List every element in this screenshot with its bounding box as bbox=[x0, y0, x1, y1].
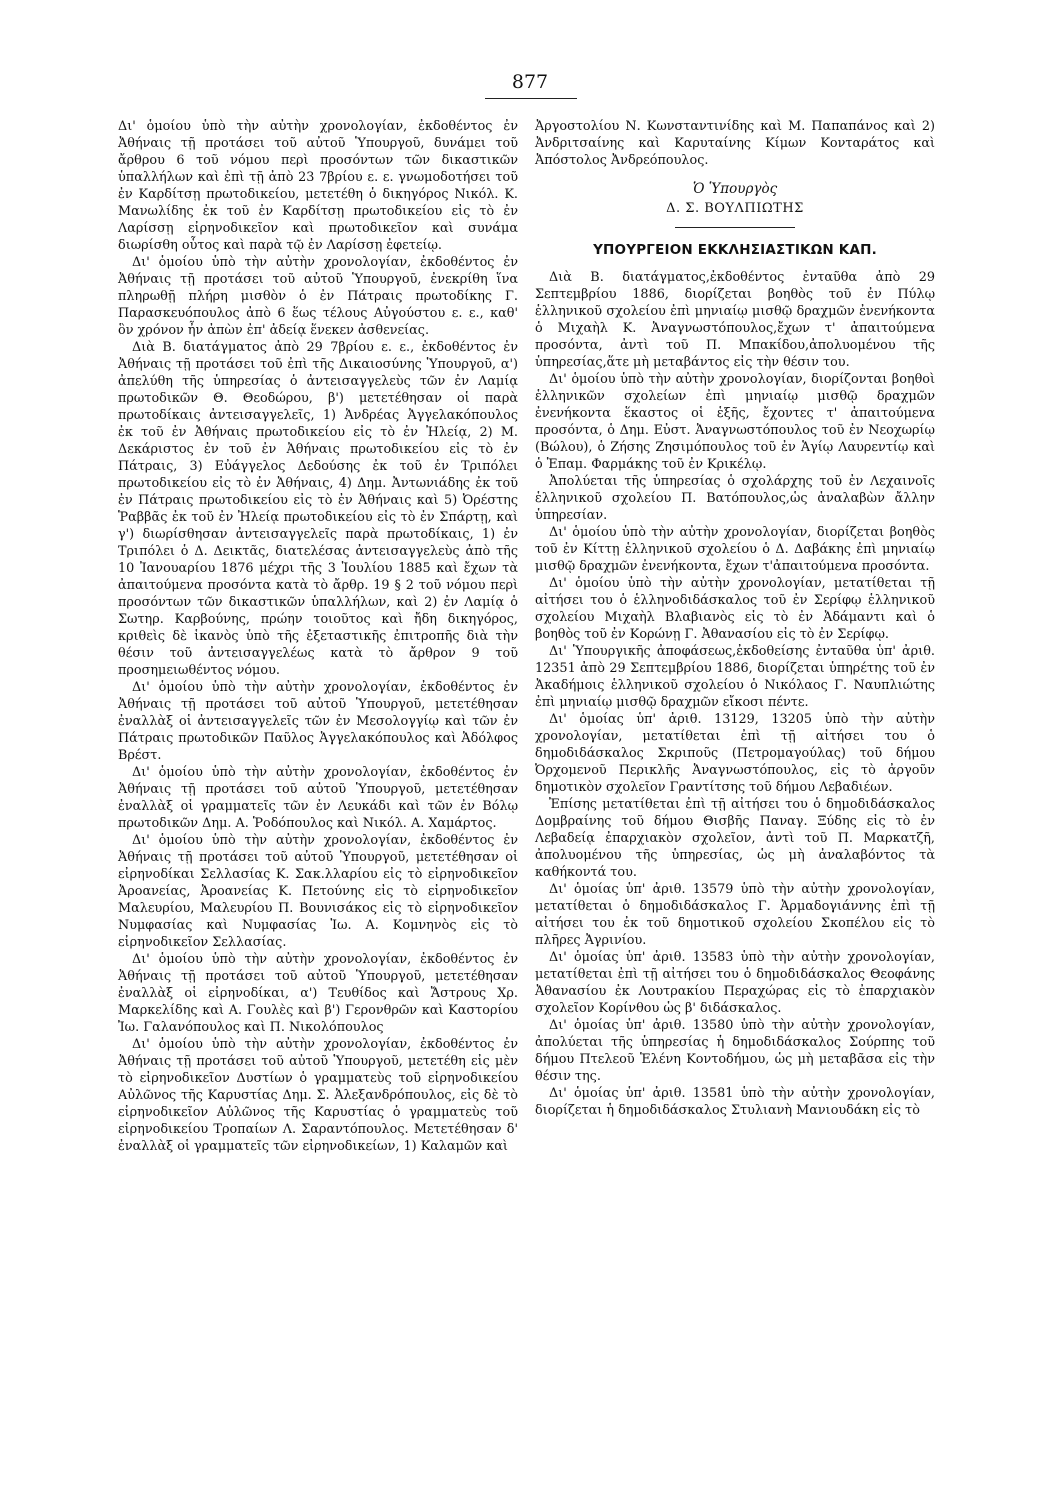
page-number-rule bbox=[485, 98, 577, 99]
right-paragraph: Δι' Ὑπουργικῆς ἀποφάσεως,ἐκδοθείσης ἐνταῦθα ὑπ' ἀριθ. 12351 ἀπὸ 29 Σεπτεμβρίου 1886, διορίζεται ὑπηρέτης τοῦ ἐν Ἀκαδήμοις ἑλληνικοῦ σχολείου ὁ Νικόλαος Γ. Ναυπλιώτης ἐπὶ μηνιαίῳ μισθῷ δραχμῶν εἴκοσι πέντε. bbox=[535, 644, 935, 710]
left-paragraph: Δι' ὁμοίου ὑπὸ τὴν αὐτὴν χρονολογίαν, ἐκδοθέντος ἐν Ἀθήναις τῇ προτάσει τοῦ αὐτοῦ Ὑπουργοῦ, μετετέθησαν οἱ εἰρηνοδίκαι Σελλασίας Κ. Σακ.λλαρίου εἰς τὸ εἰρηνοδικεῖον Ἀροανείας, Ἀροανείας Κ. Πετούνης εἰς τὸ εἰρηνοδικεῖον Μαλευρίου, Μαλευρίου Π. Βουνισάκος εἰς τὸ εἰρηνοδικεῖον Νυμφασίας καὶ Νυμφασίας Ἰω. Α. Κομνηνὸς εἰς τὸ εἰρηνοδικεῖον Σελλασίας. bbox=[118, 833, 518, 950]
right-paragraph: Δι' ὁμοίας ὑπ' ἀριθ. 13129, 13205 ὑπὸ τὴν αὐτὴν χρονολογίαν, μετατίθεται ἐπὶ τῇ αἰτήσει του ὁ δημοδιδάσκαλος Σκριποῦς (Πετρομαγούλας) τοῦ δήμου Ὀρχομενοῦ Περικλῆς Ἀναγνωστόπουλος, εἰς τὸ ἀργοῦν δημοτικὸν σχολεῖον Γραντίτσης τοῦ δήμου Λεβαδιέων. bbox=[535, 712, 935, 795]
section-divider bbox=[675, 227, 795, 228]
left-column bbox=[118, 118, 518, 1155]
right-continuation: Ἀργοστολίου Ν. Κωνσταντινίδης καὶ Μ. Παπαπάνος καὶ 2) Ἀνδριτσαίνης καὶ Καρυταίνης Κίμων Κονταράτος καὶ Ἀπόστολος Ἀνδρεόπουλος. bbox=[535, 119, 935, 168]
right-paragraph: Ἀπολύεται τῆς ὑπηρεσίας ὁ σχολάρχης τοῦ ἐν Λεχαινοῖς ἑλληνικοῦ σχολείου Π. Βατόπουλος,ὡς ἀναλαβὼν ἄλλην ὑπηρεσίαν. bbox=[535, 474, 935, 523]
right-column bbox=[535, 118, 935, 1119]
right-paragraph: Δι' ὁμοίας ὑπ' ἀριθ. 13579 ὑπὸ τὴν αὐτὴν χρονολογίαν, μετατίθεται ὁ δημοδιδάσκαλος Γ. Ἀρμαδογιάννης ἐπὶ τῇ αἰτήσει του ἐκ τοῦ δημοτικοῦ σχολείου Σκοπέλου εἰς τὸ πλῆρες Ἀγρινίου. bbox=[535, 882, 935, 948]
right-paragraph: Ἐπίσης μετατίθεται ἐπὶ τῇ αἰτήσει του ὁ δημοδιδάσκαλος Δομβραίνης τοῦ δήμου Θισβῆς Παναγ. Ξύδης εἰς τὸ ἐν Λεβαδείᾳ ἐπαρχιακὸν σχολεῖον, ἀντὶ τοῦ Π. Μαρκατζῆ, ἀπολυομένου τῆς ὑπηρεσίας, ὡς μὴ ἀναλαβόντος τὰ καθήκοντά του. bbox=[535, 797, 935, 880]
left-paragraph: Δι' ὁμοίου ὑπὸ τὴν αὐτὴν χρονολογίαν, ἐκδοθέντος ἐν Ἀθήναις τῇ προτάσει τοῦ αὐτοῦ Ὑπουργοῦ, μετετέθησαν ἐναλλὰξ οἱ γραμματεῖς τῶν ἐν Λευκάδι καὶ τῶν ἐν Βόλῳ πρωτοδικῶν Δημ. Α. Ῥοδόπουλος καὶ Νικόλ. Α. Χαμάρτος. bbox=[118, 765, 518, 831]
left-paragraph: Διὰ Β. διατάγματος ἀπὸ 29 7βρίου ε. ε., ἐκδοθέντος ἐν Ἀθήναις τῇ προτάσει τοῦ ἐπὶ τῆς Δικαιοσύνης Ὑπουργοῦ, α') ἀπελύθη τῆς ὑπηρεσίας ὁ ἀντεισαγγελεὺς τῶν ἐν Λαμίᾳ πρωτοδικῶν Θ. Θεοδώρου, β') μετετέθησαν οἱ παρὰ πρωτοδίκαις ἀντεισαγγελεῖς, 1) Ἀνδρέας Ἀγγελακόπουλος ἐκ τοῦ ἐν Ἀθήναις πρωτοδικείου εἰς τὸ ἐν Ἠλείᾳ, 2) Μ. Δεκάριστος ἐν τοῦ ἐν Ἀθήναις πρωτοδικείου εἰς τὸ ἐν Πάτραις, 3) Εὐάγγελος Δεδούσης ἐκ τοῦ ἐν Τριπόλει πρωτοδικείου εἰς τὸ ἐν Ἀθήναις, 4) Δημ. Ἀντωνιάδης ἐκ τοῦ ἐν Πάτραις πρωτοδικείου εἰς τὸ ἐν Ἀθήναις καὶ 5) Ὀρέστης Ῥαββᾶς ἐκ τοῦ ἐν Ἠλείᾳ πρωτοδικείου εἰς τὸ ἐν Σπάρτῃ, καὶ γ') διωρίσθησαν ἀντεισαγγελεῖς παρὰ πρωτοδίκαις, 1) ἐν Τριπόλει ὁ Δ. Δεικτᾶς, διατελέσας ἀντεισαγγελεὺς ἀπὸ τῆς 10 Ἰανουαρίου 1876 μέχρι τῆς 3 Ἰουλίου 1885 καὶ ἔχων τὰ ἀπαιτούμενα προσόντα κατὰ τὸ ἄρθρ. 19 § 2 τοῦ νόμου περὶ προσόντων τῶν δικαστικῶν ὑπαλλήλων, καὶ 2) ἐν Λαμίᾳ ὁ Σωτηρ. Καρβούνης, πρώην τοιοῦτος καὶ ἤδη δικηγόρος, κριθεὶς δὲ ἱκανὸς ὑπὸ τῆς ἐξεταστικῆς ἐπιτροπῆς διὰ τὴν θέσιν τοῦ ἀντεισαγγελέως κατὰ τὸ ἄρθρον 9 τοῦ προσημειωθέντος νόμου. bbox=[118, 340, 518, 678]
right-paragraph: Δι' ὁμοίου ὑπὸ τὴν αὐτὴν χρονολογίαν, μετατίθεται τῇ αἰτήσει του ὁ ἑλληνοδιδάσκαλος τοῦ ἐν Σερίφῳ ἑλληνικοῦ σχολείου Μιχαὴλ Βλαβιανὸς εἰς τὸ ἐν Ἀδάμαντι καὶ ὁ βοηθὸς τοῦ ἐν Κορώνῃ Γ. Ἀθανασίου εἰς τὸ ἐν Σερίφῳ. bbox=[535, 576, 935, 642]
section-heading: ΥΠΟΥΡΓΕΙΟΝ ΕΚΚΛΗΣΙΑΣΤΙΚΩΝ ΚΑΠ. bbox=[593, 242, 877, 258]
right-paragraph: Διὰ Β. διατάγματος,ἐκδοθέντος ἐνταῦθα ἀπὸ 29 Σεπτεμβρίου 1886, διορίζεται βοηθὸς τοῦ ἐν Πύλῳ ἑλληνικοῦ σχολείου ἐπὶ μηνιαίῳ μισθῷ δραχμῶν ἐνενήκοντα ὁ Μιχαὴλ Κ. Ἀναγνωστόπουλος,ἔχων τ' ἀπαιτούμενα προσόντα, ἀντὶ τοῦ Π. Μπακίδου,ἀπολυομένου τῆς ὑπηρεσίας,ἅτε μὴ μεταβάντος εἰς τὴν θέσιν του. bbox=[535, 270, 935, 370]
signature-role: Ὁ Ὑπουργὸς bbox=[692, 181, 778, 197]
right-paragraph: Δι' ὁμοίου ὑπὸ τὴν αὐτὴν χρονολογίαν, διορίζονται βοηθοὶ ἑλληνικῶν σχολείων ἐπὶ μηνιαίῳ μισθῷ δραχμῶν ἐνενήκοντα ἕκαστος οἱ ἑξῆς, ἔχοντες τ' ἀπαιτούμενα προσόντα, ὁ Δημ. Εὐστ. Ἀναγνωστόπουλος τοῦ ἐν Νεοχωρίῳ (Βώλου), ὁ Ζήσης Ζησιμόπουλος τοῦ ἐν Ἁγίῳ Λαυρεντίῳ καὶ ὁ Ἐπαμ. Φαρμάκης τοῦ ἐν Κρικέλῳ. bbox=[535, 372, 935, 472]
page-number: 877 bbox=[511, 71, 549, 93]
left-paragraph: Δι' ὁμοίου ὑπὸ τὴν αὐτὴν χρονολογίαν, ἐκδοθέντος ἐν Ἀθήναις τῇ προτάσει τοῦ αὐτοῦ Ὑπουργοῦ, μετετέθησαν ἐναλλὰξ οἱ εἰρηνοδίκαι, α') Τευθίδος καὶ Ἄστρους Χρ. Μαρκελίδης καὶ Α. Γουλὲς καὶ β') Γερονθρῶν καὶ Καστορίου Ἰω. Γαλανόπουλος καὶ Π. Νικολόπουλος bbox=[118, 952, 518, 1035]
left-paragraph: Δι' ὁμοίου ὑπὸ τὴν αὐτὴν χρονολογίαν, ἐκδοθέντος ἐν Ἀθήναις τῇ προτάσει τοῦ αὐτοῦ Ὑπουργοῦ, μετετέθη εἰς μὲν τὸ εἰρηνοδικεῖον Δυστίων ὁ γραμματεὺς τοῦ εἰρηνοδικείου Αὐλῶνος τῆς Καρυστίας Δημ. Σ. Ἀλεξανδρόπουλος, εἰς δὲ τὸ εἰρηνοδικεῖον Αὐλῶνος τῆς Καρυστίας ὁ γραμματεὺς τοῦ εἰρηνοδικείου Τροπαίων Λ. Σαραντόπουλος. Μετετέθησαν δ' ἐναλλὰξ οἱ γραμματεῖς τῶν εἰρηνοδικείων, 1) Καλαμῶν καὶ bbox=[118, 1037, 518, 1154]
left-paragraph: Δι' ὁμοίου ὑπὸ τὴν αὐτὴν χρονολογίαν, ἐκδοθέντος ἐν Ἀθήναις τῇ προτάσει τοῦ αὐτοῦ Ὑπουργοῦ, μετετέθησαν ἐναλλὰξ οἱ ἀντεισαγγελεῖς τῶν ἐν Μεσολογγίῳ καὶ τῶν ἐν Πάτραις πρωτοδικῶν Παῦλος Ἀγγελακόπουλος καὶ Ἀδόλφος Βρέστ. bbox=[118, 680, 518, 763]
right-paragraph: Δι' ὁμοίας ὑπ' ἀριθ. 13583 ὑπὸ τὴν αὐτὴν χρονολογίαν, μετατίθεται ἐπὶ τῇ αἰτήσει του ὁ δημοδιδάσκαλος Θεοφάνης Ἀθανασίου ἐκ Λουτρακίου Περαχώρας εἰς τὸ ἐπαρχιακὸν σχολεῖον Κορίνθου ὡς β' διδάσκαλος. bbox=[535, 950, 935, 1016]
right-paragraph: Δι' ὁμοίου ὑπὸ τὴν αὐτὴν χρονολογίαν, διορίζεται βοηθὸς τοῦ ἐν Κίττῃ ἑλληνικοῦ σχολείου ὁ Δ. Δαβάκης ἐπὶ μηνιαίῳ μισθῷ δραχμῶν ἐνενήκοντα, ἔχων τ'ἀπαιτούμενα προσόντα. bbox=[535, 525, 935, 574]
right-paragraph: Δι' ὁμοίας ὑπ' ἀριθ. 13580 ὑπὸ τὴν αὐτὴν χρονολογίαν, ἀπολύεται τῆς ὑπηρεσίας ἡ δημοδιδάσκαλος Σούρπης τοῦ δήμου Πτελεοῦ Ἑλένη Κοντοδήμου, ὡς μὴ μεταβᾶσα εἰς τὴν θέσιν της. bbox=[535, 1018, 935, 1084]
left-paragraph: Δι' ὁμοίου ὑπὸ τὴν αὐτὴν χρονολογίαν, ἐκδοθέντος ἐν Ἀθήναις τῇ προτάσει τοῦ αὐτοῦ Ὑπουργοῦ, ἐνεκρίθη ἵνα πληρωθῇ πλήρη μισθὸν ὁ ἐν Πάτραις πρωτοδίκης Γ. Παρασκευόπουλος ἀπὸ 6 ἕως τέλους Αὐγούστου ε. ε., καθ' ὃν χρόνον ἦν ἀπὼν ἐπ' ἀδείᾳ ἕνεκεν ἀσθενείας. bbox=[118, 255, 518, 338]
right-paragraph: Δι' ὁμοίας ὑπ' ἀριθ. 13581 ὑπὸ τὴν αὐτὴν χρονολογίαν, διορίζεται ἡ δημοδιδάσκαλος Στυλιανὴ Μανιουδάκη εἰς τὸ bbox=[535, 1086, 935, 1118]
left-paragraph: Δι' ὁμοίου ὑπὸ τὴν αὐτὴν χρονολογίαν, ἐκδοθέντος ἐν Ἀθήναις τῇ προτάσει τοῦ αὐτοῦ Ὑπουργοῦ, δυνάμει τοῦ ἄρθρου 6 τοῦ νόμου περὶ προσόντων τῶν δικαστικῶν ὑπαλλήλων καὶ ἐπὶ τῇ ἀπὸ 23 7βρίου ε. ε. γνωμοδοτήσει τοῦ ἐν Καρδίτσῃ πρωτοδικείου, μετετέθη ὁ δικηγόρος Νικόλ. Κ. Μανωλίδης ἐκ τοῦ ἐν Καρδίτσῃ πρωτοδικείου εἰς τὸ ἐν Λαρίσσῃ εἰρηνοδικεῖον καὶ πρωτοδικεῖον καὶ συνάμα διωρίσθη οὗτος καὶ παρὰ τῷ ἐν Λαρίσσῃ ἐφετείῳ. bbox=[118, 119, 518, 253]
signature-name: Δ. Σ. ΒΟΥΛΠΙΩΤΗΣ bbox=[666, 201, 804, 216]
